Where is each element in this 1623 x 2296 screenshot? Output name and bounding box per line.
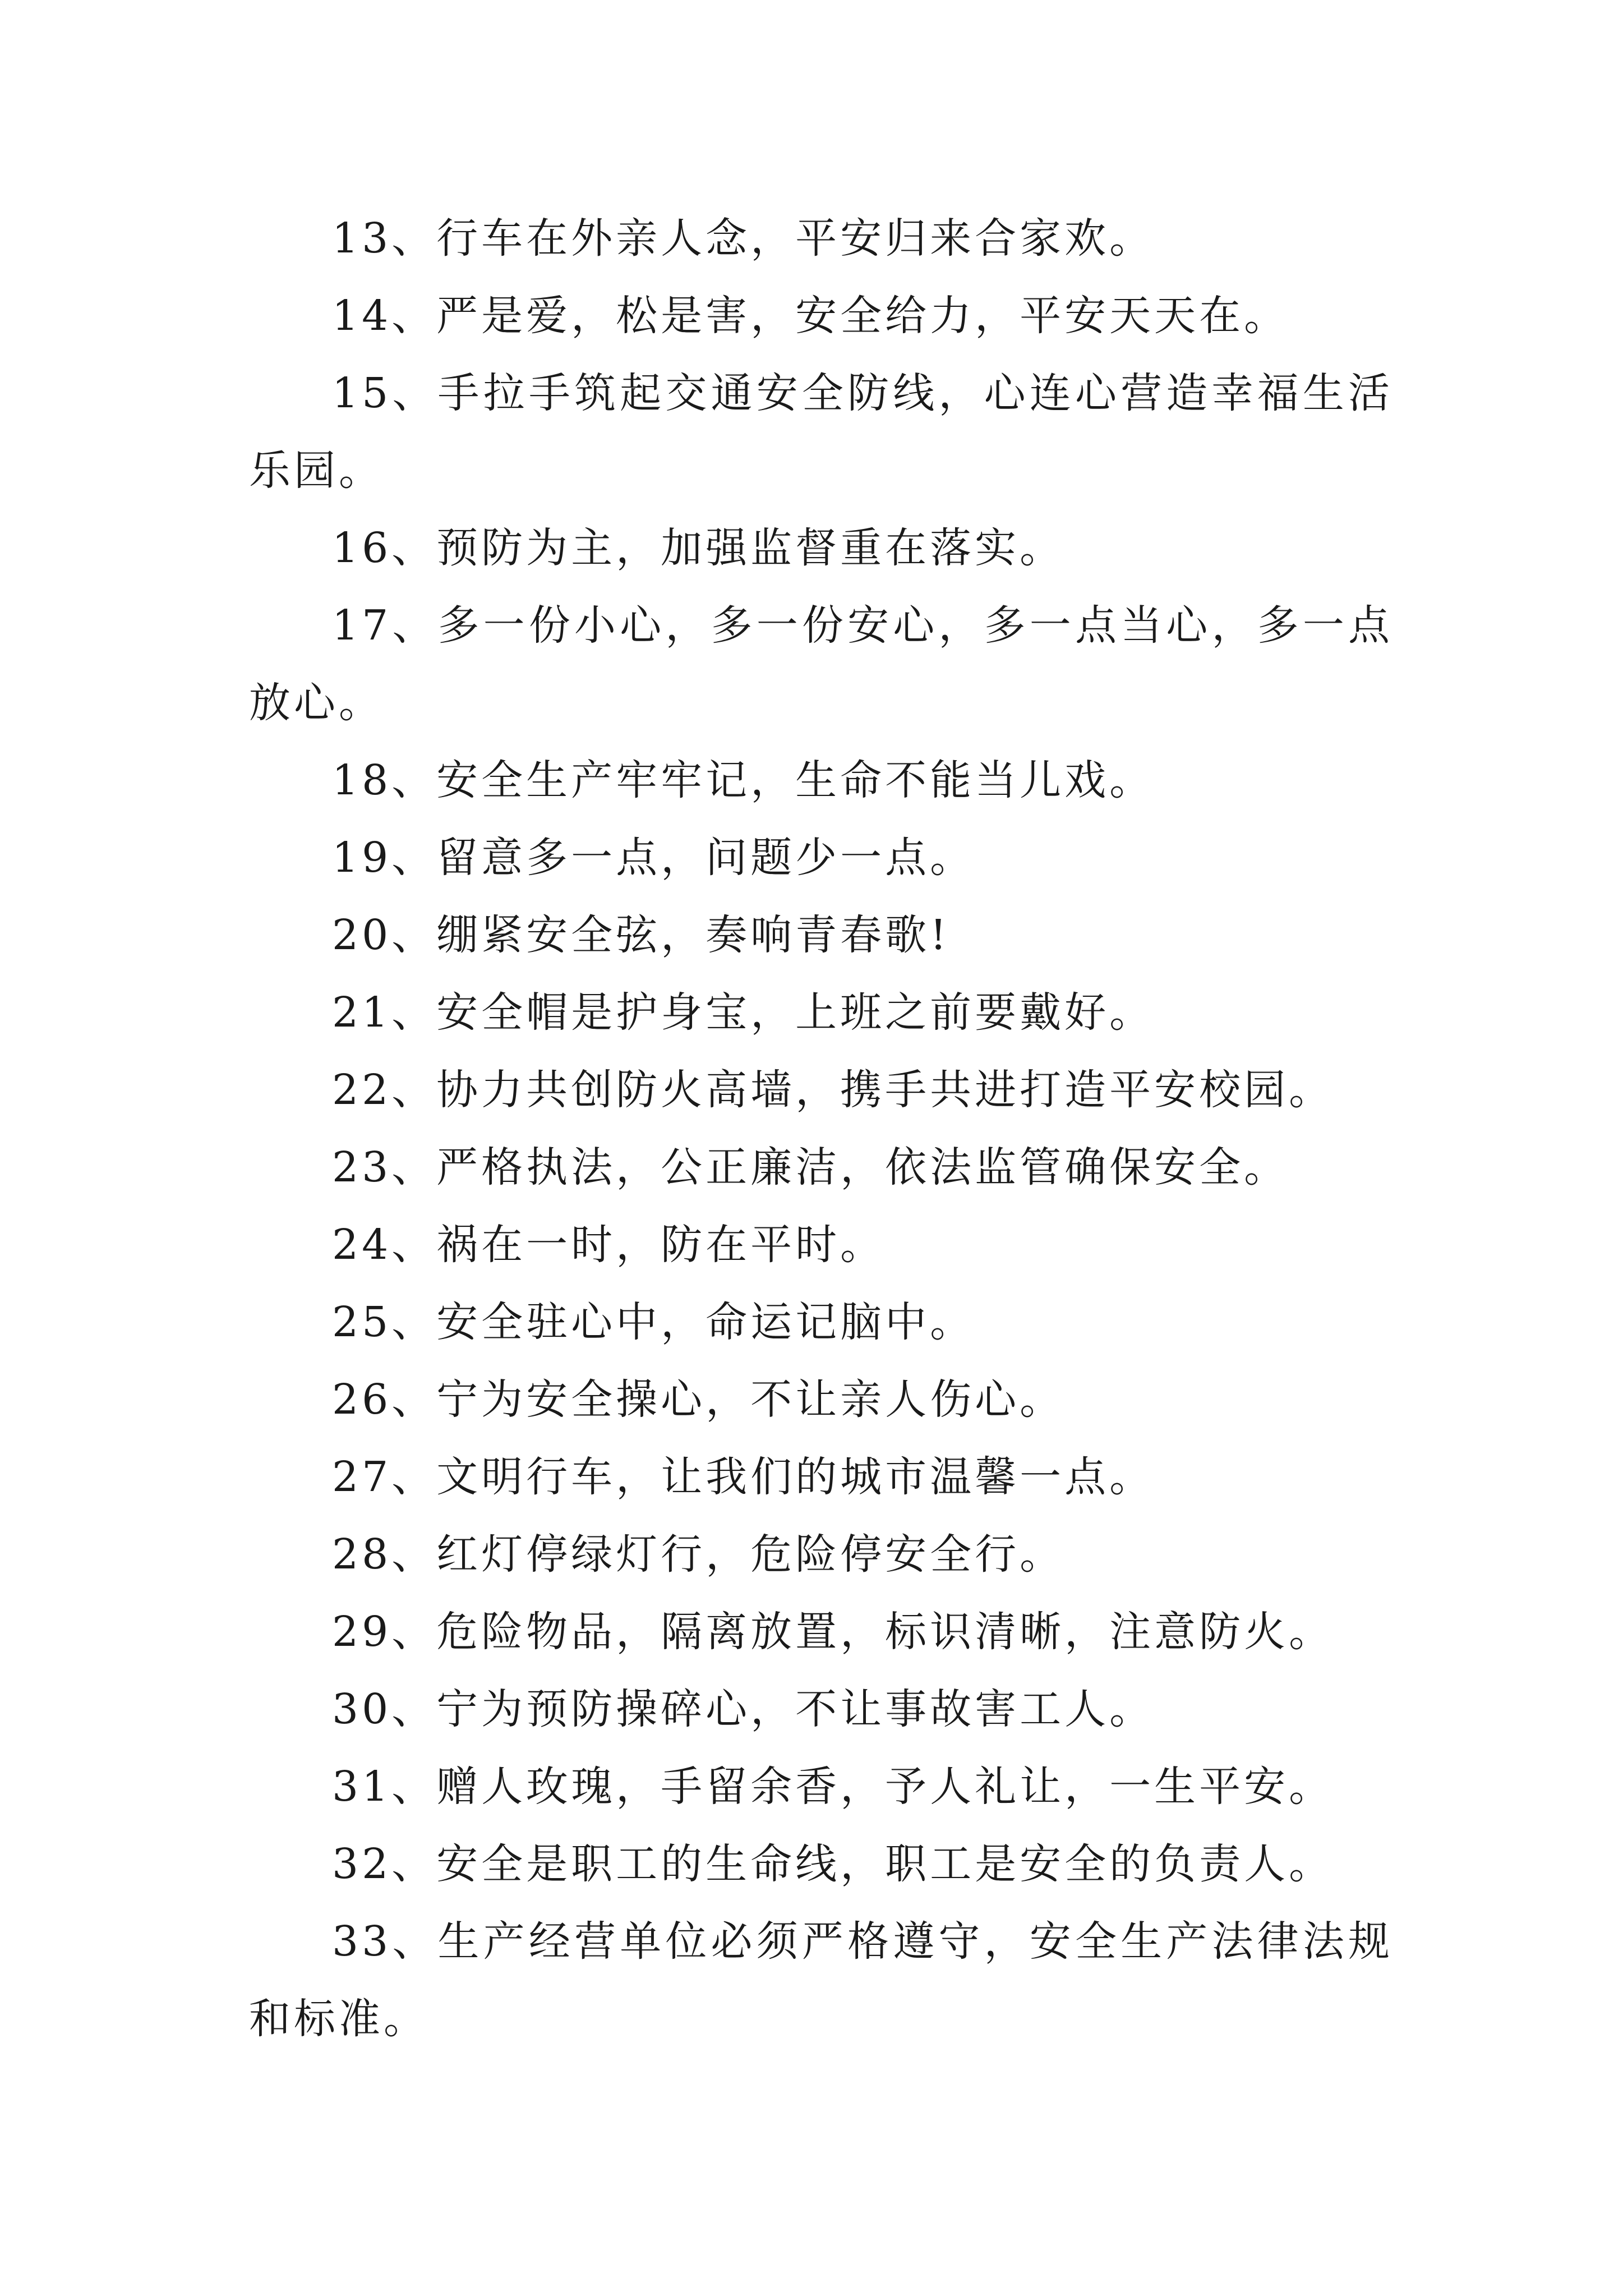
list-item: 32、安全是职工的生命线，职工是安全的负责人。	[332, 1840, 1334, 1888]
list-item: 13、行车在外亲人念，平安归来合家欢。	[332, 214, 1155, 263]
list-item: 28、红灯停绿灯行，危险停安全行。	[332, 1530, 1065, 1579]
list-item: 15、手拉手筑起交通安全防线，心连心营造幸福生活乐园。	[249, 369, 1393, 495]
list-item: 22、协力共创防火高墙，携手共进打造平安校园。	[332, 1066, 1334, 1114]
list-item: 24、祸在一时，防在平时。	[332, 1221, 886, 1269]
list-item: 17、多一份小心，多一份安心，多一点当心，多一点放心。	[249, 601, 1393, 727]
list-item: 26、宁为安全操心，不让亲人伤心。	[332, 1375, 1065, 1424]
list-item: 31、赠人玫瑰，手留余香，予人礼让，一生平安。	[332, 1763, 1334, 1811]
list-item: 18、安全生产牢牢记，生命不能当儿戏。	[332, 756, 1155, 804]
list-item: 29、危险物品，隔离放置，标识清晰，注意防火。	[332, 1608, 1334, 1656]
list-item: 23、严格执法，公正廉洁，依法监管确保安全。	[332, 1143, 1289, 1191]
list-item: 14、严是爱，松是害，安全给力，平安天天在。	[332, 292, 1289, 340]
list-item: 16、预防为主，加强监督重在落实。	[332, 524, 1065, 572]
list-item: 27、文明行车，让我们的城市温馨一点。	[332, 1453, 1155, 1501]
list-item: 33、生产经营单位必须严格遵守，安全生产法律法规和标准。	[249, 1917, 1393, 2043]
slogan-list	[249, 200, 1393, 2058]
list-item: 19、留意多一点，问题少一点。	[332, 834, 975, 882]
list-item: 21、安全帽是护身宝，上班之前要戴好。	[332, 988, 1155, 1037]
list-item: 30、宁为预防操碎心，不让事故害工人。	[332, 1685, 1155, 1733]
list-item: 20、绷紧安全弦，奏响青春歌!	[332, 911, 950, 959]
list-item: 25、安全驻心中，命运记脑中。	[332, 1298, 975, 1346]
